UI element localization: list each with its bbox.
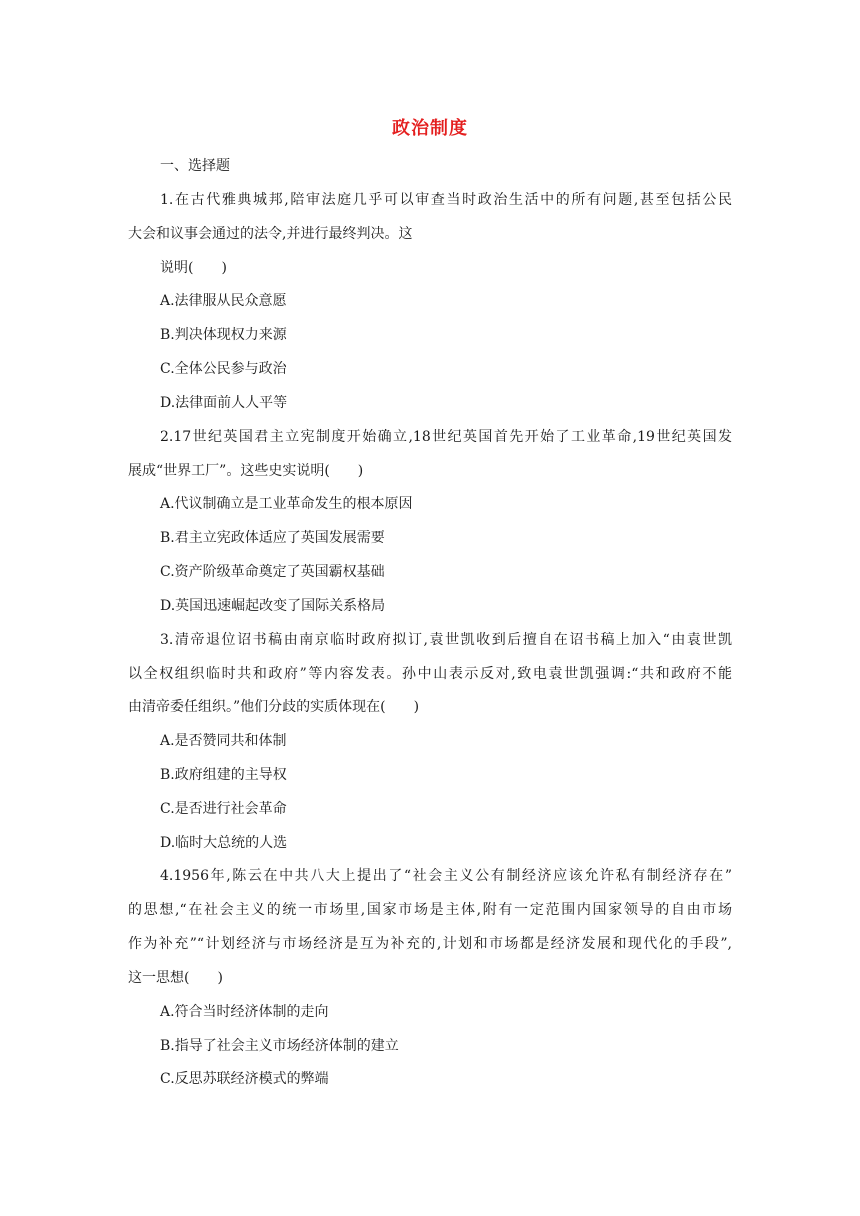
question-1-line-1: 1.在古代雅典城邦,陪审法庭几乎可以审查当时政治生活中的所有问题,甚至包括公民 <box>160 192 732 208</box>
question-2-option-b: B.君主立宪政体适应了英国发展需要 <box>160 530 385 546</box>
question-3-option-d: D.临时大总统的人选 <box>160 835 288 851</box>
question-3-line-2: 以全权组织临时共和政府”等内容发表。孙中山表示反对,致电袁世凯强调:“共和政府不能 <box>128 666 732 682</box>
question-3-line-1: 3.清帝退位诏书稿由南京临时政府拟订,袁世凯收到后擅自在诏书稿上加入“由袁世凯 <box>160 632 732 648</box>
question-4-line-3: 作为补充”“计划经济与市场经济是互为补充的,计划和市场都是经济发展和现代化的手段”, <box>128 936 732 952</box>
question-1-option-a: A.法律服从民众意愿 <box>160 293 287 309</box>
question-2-option-a: A.代议制确立是工业革命发生的根本原因 <box>160 496 413 512</box>
question-4-option-b: B.指导了社会主义市场经济体制的建立 <box>160 1038 399 1054</box>
question-1-option-b: B.判决体现权力来源 <box>160 327 287 343</box>
question-1-option-d: D.法律面前人人平等 <box>160 395 288 411</box>
question-2-option-c: C.资产阶级革命奠定了英国霸权基础 <box>160 564 385 580</box>
question-3-line-3: 由清帝委任组织。”他们分歧的实质体现在( ) <box>128 699 420 715</box>
question-3-option-b: B.政府组建的主导权 <box>160 767 287 783</box>
question-2-line-2: 展成“世界工厂”。这些史实说明( ) <box>128 463 364 479</box>
question-1-line-3: 说明( ) <box>160 260 227 276</box>
page-title: 政治制度 <box>392 118 468 139</box>
question-1-option-c: C.全体公民参与政治 <box>160 361 287 377</box>
question-1-line-2: 大会和议事会通过的法令,并进行最终判决。这 <box>128 226 413 242</box>
question-4-line-2: 的思想,“在社会主义的统一市场里,国家市场是主体,附有一定范围内国家领导的自由市场 <box>128 902 732 918</box>
question-3-option-c: C.是否进行社会革命 <box>160 801 287 817</box>
question-2-option-d: D.英国迅速崛起改变了国际关系格局 <box>160 598 386 614</box>
question-4-line-1: 4.1956年,陈云在中共八大上提出了“社会主义公有制经济应该允许私有制经济存在” <box>160 868 732 884</box>
section-heading: 一、选择题 <box>160 158 230 174</box>
question-4-line-4: 这一思想( ) <box>128 970 223 986</box>
question-2-line-1: 2.17世纪英国君主立宪制度开始确立,18世纪英国首先开始了工业革命,19世纪英国发 <box>160 429 732 445</box>
question-3-option-a: A.是否赞同共和体制 <box>160 733 287 749</box>
question-4-option-a: A.符合当时经济体制的走向 <box>160 1004 329 1020</box>
question-4-option-c: C.反思苏联经济模式的弊端 <box>160 1071 329 1087</box>
